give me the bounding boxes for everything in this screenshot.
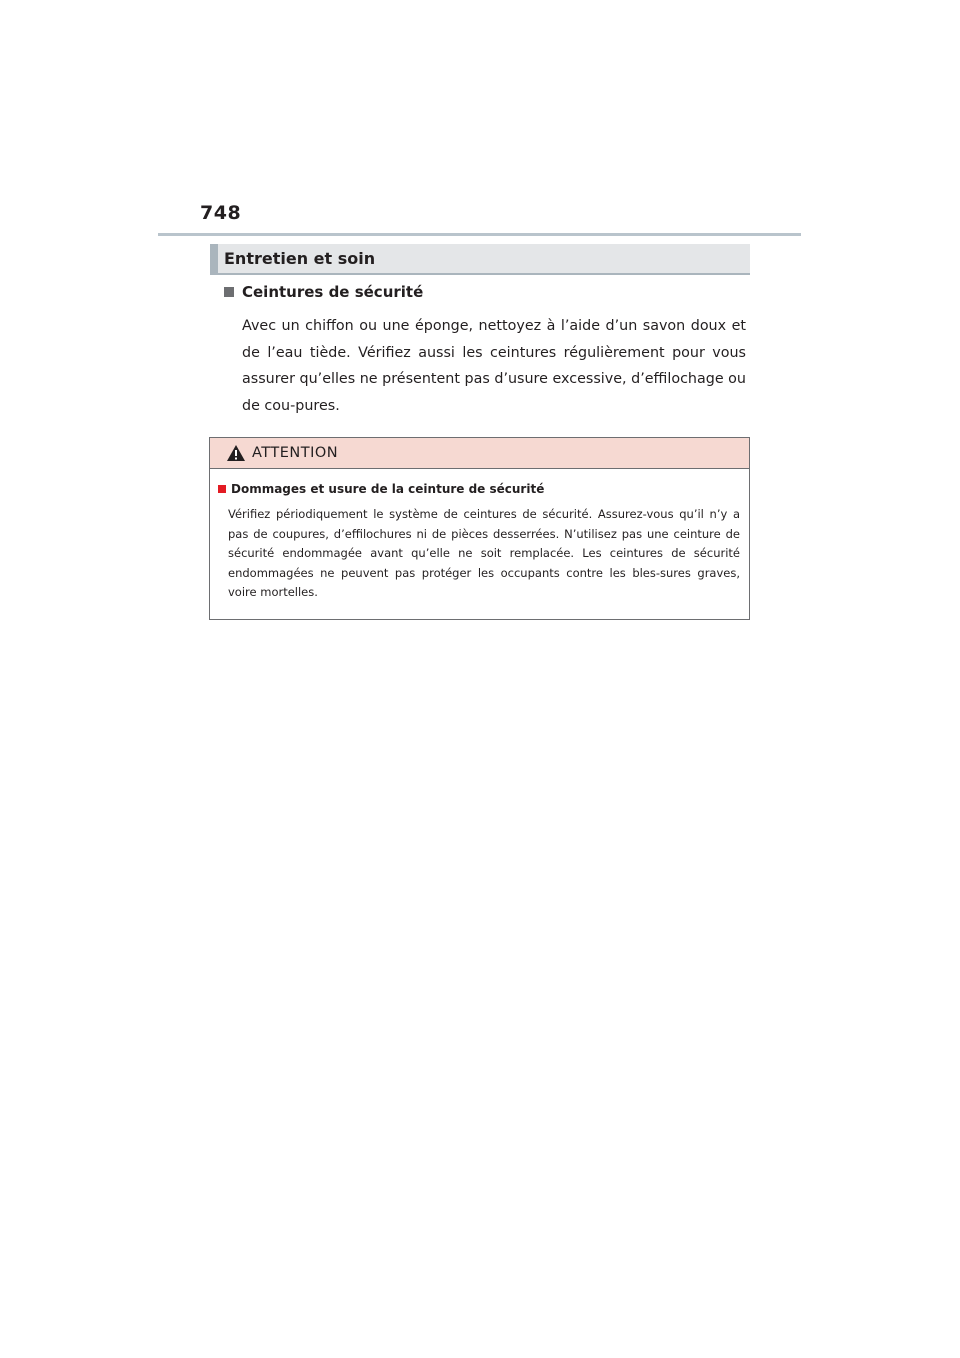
seatbelts-heading-text: Ceintures de sécurité (242, 283, 424, 301)
seatbelts-paragraph: Avec un chiffon ou une éponge, nettoyez à l’aide d’un savon doux et de l’eau tiède. Vérifiez aussi les ceintures régulièrement pour vous assurer qu’elles ne présentent pas d’usure excessive, d’effilochage ou de cou-pures. (242, 318, 746, 414)
warning-triangle-icon (226, 444, 246, 462)
attention-header (210, 438, 749, 469)
attention-paragraph: Vérifiez périodiquement le système de ceintures de sécurité. Assurez-vous qu’il n’y a pas de coupures, d’effilochures ni de pièces desserrées. N’utilisez pas une ceinture de sécurité endommagée avant qu’elle ne soit remplacée. Les ceintures de sécurité endommagées ne peuvent pas protéger les occupants contre les bles-sures graves, voire mortelles. (228, 507, 740, 599)
section-title: Entretien et soin (224, 249, 376, 268)
attention-heading-text: Dommages et usure de la ceinture de sécurité (231, 482, 545, 496)
square-bullet-icon (224, 287, 234, 297)
section-header (210, 244, 750, 275)
red-square-bullet-icon (218, 485, 226, 493)
attention-title: ATTENTION (252, 445, 339, 461)
attention-heading (218, 482, 544, 496)
seatbelts-heading (224, 283, 423, 301)
attention-box (209, 437, 750, 620)
page-number: 748 (200, 202, 242, 224)
header-rule (158, 233, 801, 236)
